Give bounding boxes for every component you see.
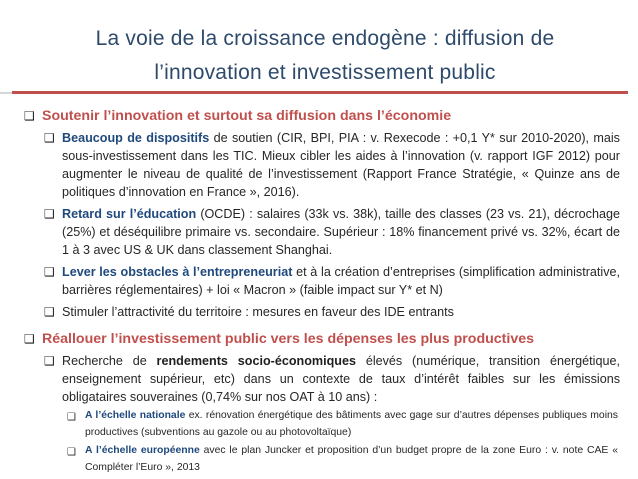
list-item	[0, 125, 638, 201]
sub-list-item	[0, 406, 638, 441]
list-item-text	[62, 299, 620, 321]
list-item	[0, 259, 638, 299]
checkbox-bullet-icon: ❑	[24, 109, 35, 123]
title-line-1: La voie de la croissance endogène : diffusion de	[95, 27, 555, 50]
list-item-text	[62, 125, 620, 201]
checkbox-bullet-icon: ❑	[44, 207, 55, 221]
checkbox-bullet-icon: ❑	[24, 332, 35, 346]
slide-body	[0, 98, 638, 476]
checkbox-bullet-icon: ❑	[67, 447, 76, 458]
body-text: ex. rénovation énergétique des bâtiments avec gage sur d’autres dépenses publiques moins productives (subventions au gazole ou au photovoltaïque)	[85, 410, 618, 438]
emphasis-text: A l’échelle nationale	[85, 410, 186, 421]
list-item-text	[62, 259, 620, 299]
title-rule	[12, 91, 628, 94]
emphasis-text: A l’échelle européenne	[85, 445, 200, 456]
checkbox-bullet-icon: ❑	[44, 131, 55, 145]
list-item-text	[62, 201, 620, 259]
sub-list-item	[0, 441, 638, 476]
list-item	[0, 299, 638, 321]
sub-list-item-text	[85, 441, 618, 476]
emphasis-text: Lever les obstacles à l’entrepreneuriat	[62, 265, 293, 279]
title-rule-left	[0, 92, 12, 94]
emphasis-text: Beaucoup de dispositifs	[62, 131, 210, 145]
list-item-text	[62, 348, 620, 406]
section-heading-text: Réallouer l’investissement public vers les dépenses les plus productives	[42, 331, 535, 347]
checkbox-bullet-icon: ❑	[67, 412, 76, 423]
emphasis-text: rendements socio-économiques	[156, 354, 357, 368]
section-heading	[0, 98, 638, 125]
checkbox-bullet-icon: ❑	[44, 354, 55, 368]
list-item	[0, 201, 638, 259]
emphasis-text: Retard sur l’éducation	[62, 207, 197, 221]
checkbox-bullet-icon: ❑	[44, 305, 55, 319]
title-line-2: l’innovation et investissement public	[154, 61, 496, 84]
checkbox-bullet-icon: ❑	[44, 265, 55, 279]
section-heading-text: Soutenir l’innovation et surtout sa diffusion dans l’économie	[42, 108, 452, 124]
body-text: Recherche de	[62, 354, 157, 368]
body-text: élevés (numérique, transition énergétique, enseignement supérieur, etc) dans un contexte de taux d’intérêt faibles sur les émissions obligataires souveraines (0,74% sur nos OAT à 10 ans) :	[62, 354, 620, 404]
body-text: et à la création d’entreprises (simplification administrative, barrières réglementaires) + loi « Macron » (faible impact sur Y* et N)	[62, 265, 620, 297]
slide-title	[30, 22, 620, 90]
body-text: avec le plan Juncker et proposition d’un budget propre de la zone Euro : v. note CAE « Compléter l’Euro », 2013	[85, 445, 618, 473]
section-heading	[0, 321, 638, 348]
body-text: (OCDE) : salaires (33k vs. 38k), taille des classes (23 vs. 21), décrochage (25%) et déséquilibre primaire vs. secondaire. Supérieur : 18% financement privé vs. 32%, écart de 1 à 3 avec US & UK dans classement Shanghai.	[62, 207, 620, 257]
sub-list-item-text	[85, 406, 618, 441]
body-text: Stimuler l’attractivité du territoire : mesures en faveur des IDE entrants	[62, 305, 454, 319]
list-item	[0, 348, 638, 406]
body-text: de soutien (CIR, BPI, PIA : v. Rexecode : +0,1 Y* sur 2010-2020), mais sous-investissement dans les TIC. Mieux cibler les aides à l’innovation (v. rapport IGF 2012) pour augmenter le niveau de qualité de l’investissement (Rapport France Stratégie, « Quinze ans de politiques d’innovation en France », 2016).	[62, 131, 620, 199]
